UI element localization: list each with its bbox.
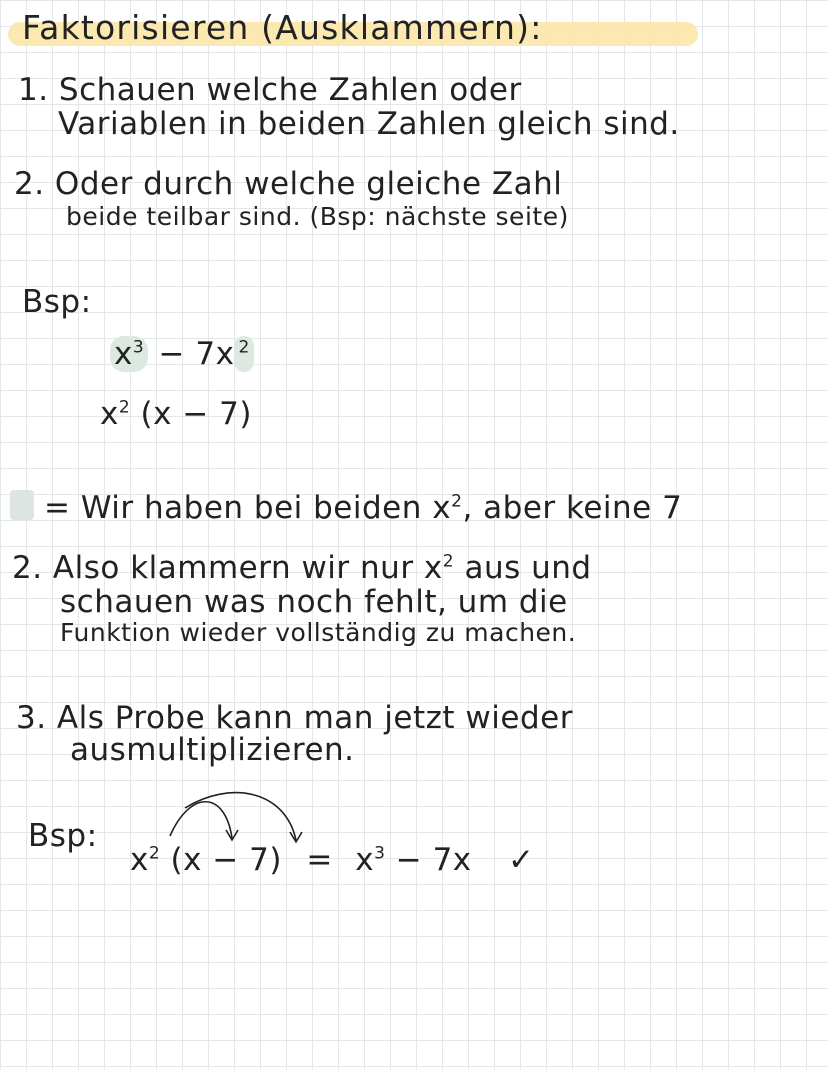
step-2-line-1: 2. Oder durch welche gleiche Zahl <box>14 166 563 202</box>
step-1-line-1: 1. Schauen welche Zahlen oder <box>18 72 522 108</box>
example-2-label: Bsp: <box>28 818 98 854</box>
step-1-line-2: Variablen in beiden Zahlen gleich sind. <box>58 106 680 142</box>
arrow-to-7 <box>185 793 296 840</box>
explanation-step-2-line-3: Funktion wieder vollständig zu machen. <box>60 618 577 647</box>
example-1-factored: $x^2$ (x − 7) <box>100 396 252 432</box>
page-title: Faktorisieren (Ausklammern): <box>22 8 543 47</box>
check-mark-icon: ✓ <box>508 842 535 878</box>
arrow-to-x <box>170 802 232 838</box>
explanation-step-2-line-2: schauen was noch fehlt, um die <box>60 584 568 620</box>
term-exponent-2: 2 <box>234 336 253 372</box>
explanation-line: = Wir haben bei beiden $x^2$, aber keine 7 <box>44 490 683 526</box>
term-minus-7x: − 7x <box>148 336 235 372</box>
explanation-step-2-line-1: 2. Also klammern wir nur $x^2$ aus und <box>12 550 592 586</box>
step-2-line-2: beide teilbar sind. (Bsp: nächste seite) <box>66 202 569 231</box>
example-1-label: Bsp: <box>22 284 92 320</box>
example-2-equation: $x^2$ $(x - 7) = x^3 - 7x$ ✓ <box>130 842 535 878</box>
step-3-line-1: 3. Als Probe kann man jetzt wieder <box>16 700 573 736</box>
term-x-cubed: $x^3$ <box>110 336 148 372</box>
step-3-line-2: ausmultiplizieren. <box>70 732 355 768</box>
